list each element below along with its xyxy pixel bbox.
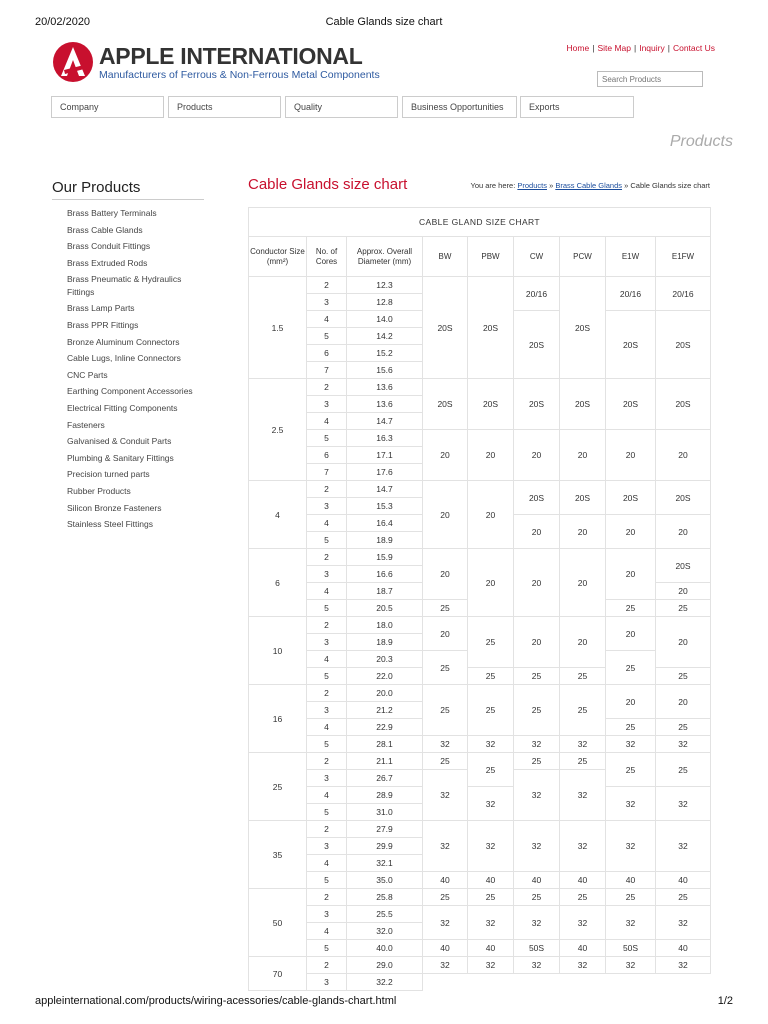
sidebar-item[interactable]: Fasteners — [67, 419, 105, 430]
table-cell: 25 — [423, 651, 468, 685]
table-row — [249, 787, 711, 804]
table-cell: 25 — [656, 753, 711, 787]
table-header-cell: Approx. Overall Diameter (mm) — [347, 237, 423, 277]
site-logo[interactable] — [52, 38, 380, 96]
print-page-number: 1/2 — [717, 995, 733, 1007]
table-cell: 16.6 — [347, 566, 423, 583]
table-cell: 20S — [560, 379, 606, 430]
table-cell: 20 — [423, 481, 468, 549]
table-cell: 32 — [606, 821, 656, 872]
table-cell: 32 — [560, 906, 606, 940]
table-header-cell: E1W — [606, 237, 656, 277]
sidebar-item[interactable]: Brass Conduit Fittings — [67, 241, 151, 252]
table-cell: 21.1 — [347, 753, 423, 770]
table-cell: 25 — [606, 889, 656, 906]
table-cell: 6 — [249, 549, 307, 617]
table-cell: 20 — [423, 549, 468, 600]
table-cell: 40.0 — [347, 940, 423, 957]
table-cell: 32 — [514, 736, 560, 753]
table-row — [249, 821, 711, 838]
table-row — [249, 430, 711, 447]
table-cell: 4 — [307, 719, 347, 736]
table-cell: 25 — [606, 753, 656, 787]
breadcrumb: You are here: Products » Brass Cable Glands » Cable Glands size chart — [470, 181, 710, 190]
toplink-inquiry[interactable]: Inquiry — [639, 43, 665, 53]
table-cell: 20 — [423, 430, 468, 481]
table-cell: 6 — [307, 447, 347, 464]
table-cell: 32 — [468, 906, 514, 940]
nav-tab-products[interactable]: Products — [168, 96, 281, 118]
table-cell: 2 — [307, 889, 347, 906]
table-cell: 25 — [514, 668, 560, 685]
table-cell: 32 — [468, 736, 514, 753]
table-cell: 32 — [606, 906, 656, 940]
sidebar-item[interactable]: Earthing Component Accessories — [67, 386, 193, 397]
table-cell: 20 — [468, 481, 514, 549]
table-cell: 13.6 — [347, 379, 423, 396]
table-cell: 20 — [514, 515, 560, 549]
table-cell: 32 — [560, 957, 606, 974]
table-cell: 35 — [249, 821, 307, 889]
table-cell: 40 — [560, 872, 606, 889]
table-cell: 2 — [307, 481, 347, 498]
table-cell: 6 — [307, 345, 347, 362]
table-cell: 40 — [656, 872, 711, 889]
table-row — [249, 940, 711, 957]
table-cell: 4 — [307, 923, 347, 940]
table-cell: 32.0 — [347, 923, 423, 940]
table-cell: 12.8 — [347, 294, 423, 311]
table-cell: 20S — [560, 481, 606, 515]
toplink-contact-us[interactable]: Contact Us — [672, 43, 715, 53]
table-cell: 32 — [423, 957, 468, 974]
table-cell: 4 — [307, 413, 347, 430]
table-cell: 20 — [606, 430, 656, 481]
table-cell: 1.5 — [249, 277, 307, 379]
table-cell: 20 — [560, 515, 606, 549]
table-cell: 20 — [656, 685, 711, 719]
table-cell: 25 — [560, 685, 606, 736]
table-cell: 4 — [307, 311, 347, 328]
brand-name: APPLE INTERNATIONAL — [99, 43, 363, 69]
table-row — [249, 974, 711, 991]
table-cell: 20S — [468, 277, 514, 379]
table-header-cell: Conductor Size (mm²) — [249, 237, 307, 277]
table-cell: 25 — [656, 668, 711, 685]
table-header-cell: E1FW — [656, 237, 711, 277]
table-cell: 20 — [606, 515, 656, 549]
table-cell: 15.2 — [347, 345, 423, 362]
sidebar-item[interactable]: Rubber Products — [67, 486, 131, 496]
table-cell: 28.9 — [347, 787, 423, 804]
table-cell: 29.9 — [347, 838, 423, 855]
sidebar-item[interactable]: Stainless Steel Fittings — [67, 519, 153, 530]
table-cell: 14.7 — [347, 413, 423, 430]
table-cell: 2 — [307, 277, 347, 294]
table-cell: 18.9 — [347, 532, 423, 549]
table-cell: 25.8 — [347, 889, 423, 906]
table-row — [249, 549, 711, 566]
table-cell: 25 — [423, 600, 468, 617]
table-cell: 20S — [560, 277, 606, 379]
nav-tab-exports[interactable]: Exports — [520, 96, 634, 118]
table-cell: 20S — [656, 549, 711, 583]
table-cell: 2 — [307, 685, 347, 702]
table-cell: 40 — [423, 872, 468, 889]
table-cell: 5 — [307, 736, 347, 753]
table-row — [249, 617, 711, 634]
table-cell: 25 — [606, 651, 656, 685]
table-cell: 20 — [606, 549, 656, 600]
table-cell: 40 — [468, 872, 514, 889]
page-title: Cable Glands size chart — [248, 176, 408, 193]
table-cell: 4 — [307, 787, 347, 804]
table-row — [249, 753, 711, 770]
table-cell: 4 — [307, 855, 347, 872]
table-cell: 3 — [307, 702, 347, 719]
print-url: appleinternational.com/products/wiring-acessories/cable-glands-chart.html — [35, 995, 397, 1007]
table-cell: 32.2 — [347, 974, 423, 991]
table-cell: 20 — [560, 617, 606, 668]
table-cell: 32 — [423, 906, 468, 940]
table-cell: 32 — [560, 821, 606, 872]
apple-logo-icon — [52, 40, 94, 84]
table-cell: 20.3 — [347, 651, 423, 668]
table-cell: 32 — [656, 957, 711, 974]
table-cell: 7 — [307, 362, 347, 379]
table-cell: 2 — [307, 821, 347, 838]
table-cell: 25 — [560, 668, 606, 685]
table-cell: 20 — [656, 430, 711, 481]
table-cell: 20S — [514, 311, 560, 379]
table-cell: 14.0 — [347, 311, 423, 328]
sidebar-item[interactable]: Bronze Aluminum Connectors — [67, 336, 180, 347]
table-cell: 15.3 — [347, 498, 423, 515]
table-cell: 20/16 — [514, 277, 560, 311]
table-cell: 25 — [514, 753, 560, 770]
sidebar-item[interactable]: CNC Parts — [67, 369, 108, 380]
table-cell: 20 — [514, 617, 560, 668]
table-cell: 25 — [423, 685, 468, 736]
table-cell: 25.5 — [347, 906, 423, 923]
table-cell: 5 — [307, 600, 347, 617]
sidebar-item[interactable]: Cable Lugs, Inline Connectors — [67, 353, 181, 364]
table-row — [249, 906, 711, 923]
table-cell: 7 — [307, 464, 347, 481]
sidebar-item[interactable]: Precision turned parts — [67, 469, 150, 480]
table-header-cell: CW — [514, 237, 560, 277]
table-cell: 25 — [423, 753, 468, 770]
table-cell: 13.6 — [347, 396, 423, 413]
breadcrumb-current: Cable Glands size chart — [630, 181, 710, 190]
table-cell: 2 — [307, 549, 347, 566]
table-cell: 15.9 — [347, 549, 423, 566]
table-cell: 32.1 — [347, 855, 423, 872]
table-cell: 35.0 — [347, 872, 423, 889]
table-cell: 32 — [423, 770, 468, 821]
table-cell: 25 — [468, 753, 514, 787]
sidebar-product-list — [67, 207, 207, 535]
table-cell: 20 — [423, 617, 468, 651]
table-row — [249, 736, 711, 753]
table-cell: 31.0 — [347, 804, 423, 821]
print-date: 20/02/2020 — [35, 16, 91, 28]
table-cell: 26.7 — [347, 770, 423, 787]
table-cell: 20/16 — [606, 277, 656, 311]
table-cell: 32 — [560, 736, 606, 753]
table-cell: 20 — [514, 430, 560, 481]
table-cell: 40 — [656, 940, 711, 957]
table-cell: 5 — [307, 532, 347, 549]
table-cell: 5 — [307, 430, 347, 447]
table-cell: 40 — [423, 940, 468, 957]
sidebar-item[interactable]: Plumbing & Sanitary Fittings — [67, 452, 174, 463]
table-cell: 2 — [307, 617, 347, 634]
table-cell: 32 — [656, 821, 711, 872]
table-row — [249, 277, 711, 294]
table-cell: 25 — [514, 685, 560, 736]
sidebar-item[interactable]: Electrical Fitting Components — [67, 403, 178, 414]
table-cell: 20S — [606, 481, 656, 515]
table-row — [249, 481, 711, 498]
table-caption: CABLE GLAND SIZE CHART — [249, 208, 711, 237]
table-cell: 32 — [423, 736, 468, 753]
table-cell: 14.7 — [347, 481, 423, 498]
table-cell: 16.3 — [347, 430, 423, 447]
table-cell: 5 — [307, 940, 347, 957]
table-cell: 25 — [656, 600, 711, 617]
nav-tab-business-opportunities[interactable]: Business Opportunities — [402, 96, 517, 118]
table-cell: 25 — [560, 889, 606, 906]
table-cell: 20 — [656, 617, 711, 668]
table-cell: 14.2 — [347, 328, 423, 345]
nav-tab-quality[interactable]: Quality — [285, 96, 398, 118]
table-cell: 3 — [307, 396, 347, 413]
table-cell: 32 — [514, 770, 560, 821]
table-cell: 50 — [249, 889, 307, 957]
table-cell: 20S — [423, 379, 468, 430]
table-cell: 3 — [307, 770, 347, 787]
table-cell: 20.5 — [347, 600, 423, 617]
print-title: Cable Glands size chart — [325, 16, 443, 28]
table-row — [249, 957, 711, 974]
table-cell: 20/16 — [656, 277, 711, 311]
sidebar-item[interactable]: Brass Extruded Rods — [67, 257, 148, 268]
table-cell: 40 — [560, 940, 606, 957]
brand-tagline: Manufacturers of Ferrous & Non-Ferrous Metal Components — [99, 69, 380, 81]
table-header-cell: PCW — [560, 237, 606, 277]
table-cell: 25 — [468, 685, 514, 736]
table-cell: 25 — [656, 719, 711, 736]
table-cell: 32 — [514, 906, 560, 940]
table-cell: 32 — [468, 957, 514, 974]
table-cell: 4 — [307, 651, 347, 668]
table-cell: 32 — [606, 736, 656, 753]
table-cell: 17.1 — [347, 447, 423, 464]
table-cell: 25 — [606, 600, 656, 617]
table-header-cell: BW — [423, 237, 468, 277]
table-cell: 32 — [656, 906, 711, 940]
table-cell: 5 — [307, 328, 347, 345]
table-cell: 20.0 — [347, 685, 423, 702]
table-cell: 32 — [468, 821, 514, 872]
table-cell: 22.0 — [347, 668, 423, 685]
table-cell: 25 — [468, 889, 514, 906]
table-cell: 3 — [307, 634, 347, 651]
sidebar-item[interactable]: Brass Pneumatic & Hydraulics Fittings — [67, 274, 182, 297]
table-cell: 16.4 — [347, 515, 423, 532]
table-cell: 25 — [468, 668, 514, 685]
table-cell: 2 — [307, 957, 347, 974]
table-cell: 12.3 — [347, 277, 423, 294]
section-heading: Products — [669, 133, 733, 150]
table-cell: 32 — [606, 787, 656, 821]
table-cell: 25 — [249, 753, 307, 821]
table-cell: 32 — [656, 736, 711, 753]
table-cell: 15.6 — [347, 362, 423, 379]
breadcrumb-prefix: You are here: — [470, 181, 516, 190]
table-cell: 2 — [307, 379, 347, 396]
table-header-cell: No. of Cores — [307, 237, 347, 277]
table-cell: 21.2 — [347, 702, 423, 719]
breadcrumb-link-brass-cable-glands[interactable]: Brass Cable Glands — [555, 181, 623, 190]
table-row — [249, 685, 711, 702]
print-header — [0, 16, 768, 30]
table-cell: 20 — [468, 430, 514, 481]
table-cell: 20 — [560, 549, 606, 617]
table-cell: 20 — [514, 549, 560, 617]
table-cell: 29.0 — [347, 957, 423, 974]
table-cell: 20S — [606, 311, 656, 379]
table-cell: 70 — [249, 957, 307, 991]
table-cell: 16 — [249, 685, 307, 753]
table-cell: 40 — [468, 940, 514, 957]
table-cell: 2.5 — [249, 379, 307, 481]
sidebar-title: Our Products — [52, 179, 204, 200]
sidebar-item[interactable]: Brass Battery Terminals — [67, 208, 157, 218]
table-body — [249, 277, 711, 991]
table-cell: 32 — [514, 821, 560, 872]
top-links: Home | Site Map | Inquiry | Contact Us — [566, 43, 715, 53]
cable-gland-size-table — [248, 207, 711, 991]
sidebar-item[interactable]: Silicon Bronze Fasteners — [67, 502, 162, 513]
table-cell: 5 — [307, 872, 347, 889]
table-cell: 20S — [514, 379, 560, 430]
table-cell: 18.7 — [347, 583, 423, 600]
table-header-cell: PBW — [468, 237, 514, 277]
table-cell: 20S — [656, 311, 711, 379]
table-cell: 3 — [307, 838, 347, 855]
toplink-home[interactable]: Home — [566, 43, 590, 53]
table-cell: 10 — [249, 617, 307, 685]
table-cell: 32 — [468, 787, 514, 821]
table-cell: 17.6 — [347, 464, 423, 481]
table-cell: 3 — [307, 498, 347, 515]
search-input[interactable] — [597, 71, 703, 87]
table-cell: 20 — [606, 617, 656, 651]
sidebar-item[interactable]: Galvanised & Conduit Parts — [67, 436, 172, 447]
table-cell: 3 — [307, 566, 347, 583]
table-cell: 40 — [514, 872, 560, 889]
breadcrumb-link-products[interactable]: Products — [517, 181, 547, 190]
table-cell: 32 — [514, 957, 560, 974]
table-cell: 32 — [606, 957, 656, 974]
table-cell: 4 — [307, 583, 347, 600]
table-cell: 2 — [307, 753, 347, 770]
table-cell: 22.9 — [347, 719, 423, 736]
table-cell: 18.9 — [347, 634, 423, 651]
toplink-site-map[interactable]: Site Map — [597, 43, 631, 53]
table-cell: 25 — [560, 753, 606, 770]
table-cell: 27.9 — [347, 821, 423, 838]
table-cell: 25 — [656, 889, 711, 906]
table-cell: 25 — [606, 719, 656, 736]
sidebar-item[interactable]: Brass Lamp Parts — [67, 303, 135, 314]
table-cell: 20 — [468, 549, 514, 617]
table-cell: 3 — [307, 906, 347, 923]
table-cell: 3 — [307, 974, 347, 991]
table-cell: 25 — [514, 889, 560, 906]
table-cell: 20S — [606, 379, 656, 430]
sidebar-item[interactable]: Brass Cable Glands — [67, 224, 143, 235]
table-cell: 18.0 — [347, 617, 423, 634]
table-cell: 50S — [606, 940, 656, 957]
table-cell: 4 — [249, 481, 307, 549]
table-cell: 40 — [606, 872, 656, 889]
table-cell: 20S — [468, 379, 514, 430]
table-cell: 32 — [560, 770, 606, 821]
table-cell: 20 — [656, 583, 711, 600]
table-row — [249, 872, 711, 889]
table-row — [249, 889, 711, 906]
table-cell: 20 — [656, 515, 711, 549]
table-row — [249, 379, 711, 396]
table-cell: 20 — [606, 685, 656, 719]
table-cell: 25 — [423, 889, 468, 906]
table-cell: 28.1 — [347, 736, 423, 753]
table-cell: 25 — [468, 617, 514, 668]
table-cell: 3 — [307, 294, 347, 311]
table-header-row — [249, 237, 711, 277]
table-cell: 50S — [514, 940, 560, 957]
table-cell: 20S — [514, 481, 560, 515]
table-cell: 32 — [656, 787, 711, 821]
sidebar-item[interactable]: Brass PPR Fittings — [67, 320, 139, 331]
table-cell: 20 — [560, 430, 606, 481]
table-cell: 5 — [307, 668, 347, 685]
table-cell: 4 — [307, 515, 347, 532]
table-cell: 5 — [307, 804, 347, 821]
table-cell: 20S — [423, 277, 468, 379]
nav-tab-company[interactable]: Company — [51, 96, 164, 118]
table-cell: 20S — [656, 481, 711, 515]
table-cell: 32 — [423, 821, 468, 872]
table-cell: 20S — [656, 379, 711, 430]
